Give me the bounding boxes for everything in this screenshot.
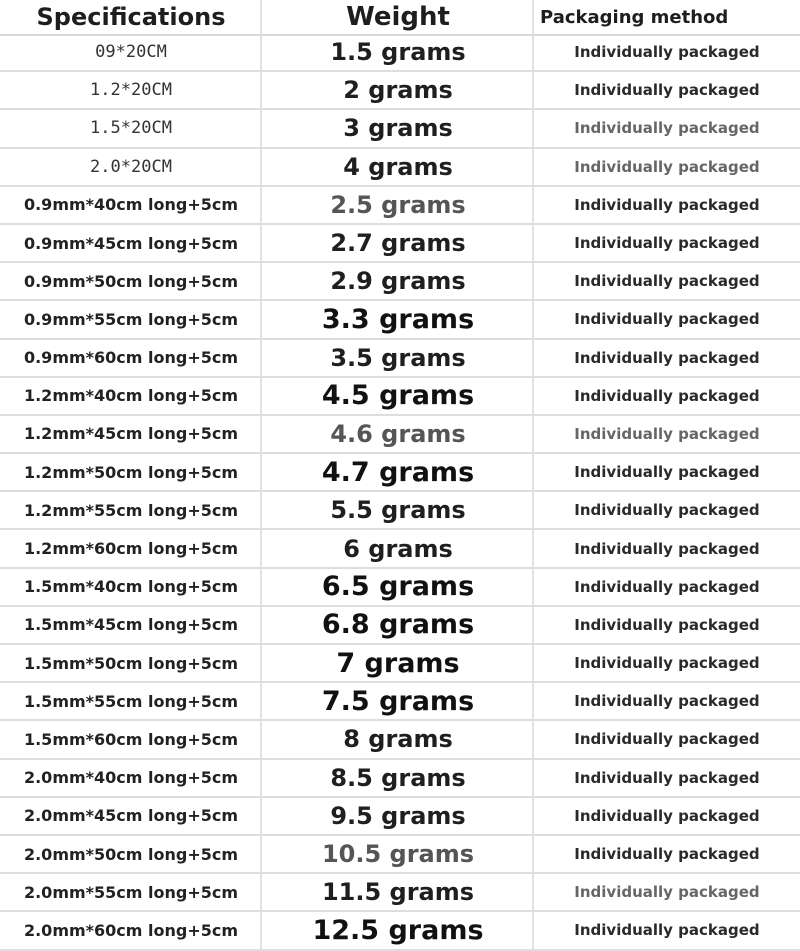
table-row <box>0 607 800 645</box>
weight-cell: 3.5 grams <box>330 343 466 372</box>
packaging-cell: Individually packaged <box>574 463 760 482</box>
packaging-cell: Individually packaged <box>574 81 760 100</box>
weight-cell: 6.5 grams <box>321 571 475 603</box>
table-row <box>0 149 800 187</box>
weight-cell: 4.6 grams <box>330 419 466 448</box>
table-row <box>0 874 800 912</box>
spec-cell: 2.0*20CM <box>90 156 172 177</box>
header-weight: Weight <box>346 2 450 32</box>
weight-cell: 1.5 grams <box>330 38 466 67</box>
weight-cell: 6 grams <box>343 534 453 563</box>
spec-cell: 2.0mm*45cm long+5cm <box>23 806 239 826</box>
table-body <box>0 34 800 951</box>
spec-cell: 0.9mm*40cm long+5cm <box>23 195 239 215</box>
spec-cell: 0.9mm*50cm long+5cm <box>23 271 239 291</box>
spec-cell: 2.0mm*50cm long+5cm <box>23 844 239 864</box>
weight-cell: 4.5 grams <box>321 380 475 412</box>
table-row <box>0 454 800 492</box>
spec-cell: 1.2mm*45cm long+5cm <box>23 424 239 444</box>
table-row <box>0 530 800 568</box>
packaging-cell: Individually packaged <box>574 195 760 214</box>
table-row <box>0 836 800 874</box>
packaging-cell: Individually packaged <box>574 730 760 749</box>
weight-cell: 6.8 grams <box>321 609 475 641</box>
table-row <box>0 492 800 530</box>
table-row <box>0 912 800 950</box>
table-row <box>0 645 800 683</box>
packaging-cell: Individually packaged <box>574 348 760 367</box>
table-row <box>0 301 800 339</box>
weight-cell: 2 grams <box>343 76 453 105</box>
weight-cell: 2.5 grams <box>330 190 466 219</box>
table-row <box>0 798 800 836</box>
spec-cell: 1.2mm*60cm long+5cm <box>23 539 239 559</box>
header-packaging: Packaging method <box>540 6 729 28</box>
spec-cell: 2.0mm*60cm long+5cm <box>23 920 239 940</box>
spec-cell: 1.5mm*45cm long+5cm <box>23 615 239 635</box>
packaging-cell: Individually packaged <box>574 424 760 443</box>
spec-cell: 0.9mm*60cm long+5cm <box>23 348 239 368</box>
table-row <box>0 721 800 759</box>
table-row <box>0 683 800 721</box>
packaging-cell: Individually packaged <box>574 692 760 711</box>
spec-cell: 09*20CM <box>95 42 167 63</box>
packaging-cell: Individually packaged <box>574 921 760 940</box>
table-row <box>0 110 800 148</box>
table-header <box>0 0 800 36</box>
table-row <box>0 416 800 454</box>
packaging-cell: Individually packaged <box>574 768 760 787</box>
weight-cell: 10.5 grams <box>321 840 475 869</box>
packaging-cell: Individually packaged <box>574 119 760 138</box>
weight-cell: 2.7 grams <box>330 229 466 258</box>
table-row <box>0 760 800 798</box>
table-row <box>0 569 800 607</box>
spec-cell: 1.5mm*50cm long+5cm <box>23 653 239 673</box>
spec-cell: 1.2mm*55cm long+5cm <box>23 500 239 520</box>
packaging-cell: Individually packaged <box>574 654 760 673</box>
weight-cell: 3 grams <box>343 114 453 143</box>
packaging-cell: Individually packaged <box>574 883 760 902</box>
weight-cell: 9.5 grams <box>330 801 466 830</box>
packaging-cell: Individually packaged <box>574 272 760 291</box>
table-row <box>0 187 800 225</box>
packaging-cell: Individually packaged <box>574 310 760 329</box>
spec-cell: 2.0mm*55cm long+5cm <box>23 882 239 902</box>
weight-cell: 4.7 grams <box>321 456 475 488</box>
table-row <box>0 34 800 72</box>
packaging-cell: Individually packaged <box>574 157 760 176</box>
spec-cell: 1.2mm*50cm long+5cm <box>23 462 239 482</box>
table-row <box>0 263 800 301</box>
spec-cell: 1.2*20CM <box>90 80 172 101</box>
spec-cell: 0.9mm*55cm long+5cm <box>23 309 239 329</box>
weight-cell: 11.5 grams <box>321 878 475 907</box>
weight-cell: 7.5 grams <box>321 685 475 717</box>
spec-cell: 1.5mm*55cm long+5cm <box>23 691 239 711</box>
weight-cell: 5.5 grams <box>330 496 466 525</box>
spec-cell: 2.0mm*40cm long+5cm <box>23 768 239 788</box>
packaging-cell: Individually packaged <box>574 234 760 253</box>
packaging-cell: Individually packaged <box>574 501 760 520</box>
packaging-cell: Individually packaged <box>574 577 760 596</box>
packaging-cell: Individually packaged <box>574 386 760 405</box>
table-row <box>0 72 800 110</box>
weight-cell: 12.5 grams <box>312 914 484 946</box>
packaging-cell: Individually packaged <box>574 806 760 825</box>
weight-cell: 7 grams <box>336 647 460 679</box>
packaging-cell: Individually packaged <box>574 43 760 62</box>
header-specifications: Specifications <box>36 3 226 31</box>
table-row <box>0 378 800 416</box>
weight-cell: 4 grams <box>343 152 453 181</box>
weight-cell: 8 grams <box>343 725 453 754</box>
weight-cell: 8.5 grams <box>330 763 466 792</box>
table-row <box>0 340 800 378</box>
table-row <box>0 225 800 263</box>
weight-cell: 3.3 grams <box>321 303 475 335</box>
weight-cell: 2.9 grams <box>330 267 466 296</box>
spec-cell: 0.9mm*45cm long+5cm <box>23 233 239 253</box>
spec-cell: 1.5*20CM <box>90 118 172 139</box>
spec-cell: 1.5mm*40cm long+5cm <box>23 577 239 597</box>
packaging-cell: Individually packaged <box>574 615 760 634</box>
spec-cell: 1.2mm*40cm long+5cm <box>23 386 239 406</box>
spec-cell: 1.5mm*60cm long+5cm <box>23 729 239 749</box>
packaging-cell: Individually packaged <box>574 539 760 558</box>
packaging-cell: Individually packaged <box>574 845 760 864</box>
